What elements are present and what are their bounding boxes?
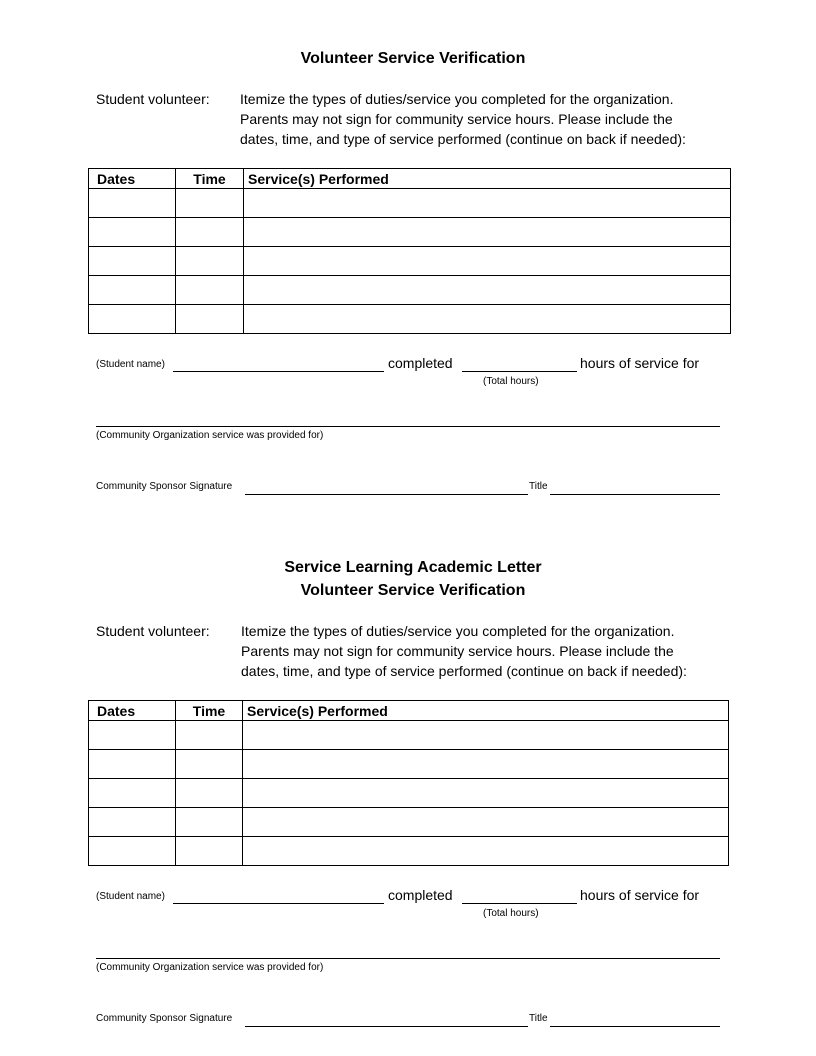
dates-cell[interactable] bbox=[89, 189, 176, 218]
student-name-field[interactable] bbox=[173, 371, 384, 372]
time-cell[interactable] bbox=[176, 305, 244, 334]
column-header-dates: Dates bbox=[89, 169, 176, 189]
time-cell[interactable] bbox=[176, 837, 243, 866]
table-row bbox=[89, 276, 731, 305]
table-row bbox=[89, 837, 729, 866]
organization-field[interactable] bbox=[96, 426, 720, 427]
total-hours-field[interactable] bbox=[462, 903, 577, 904]
organization-label: (Community Organization service was provided for) bbox=[96, 962, 324, 973]
time-cell[interactable] bbox=[176, 779, 243, 808]
form-subtitle: Service Learning Academic Letter bbox=[284, 559, 542, 576]
service-log-table bbox=[88, 168, 731, 334]
total-hours-label: (Total hours) bbox=[483, 908, 539, 919]
column-header-time: Time bbox=[176, 169, 244, 189]
services-cell[interactable] bbox=[244, 247, 731, 276]
instruction-line: dates, time, and type of service performed (continue on back if needed): bbox=[240, 131, 686, 147]
services-cell[interactable] bbox=[244, 276, 731, 305]
total-hours-field[interactable] bbox=[462, 371, 577, 372]
services-cell[interactable] bbox=[243, 779, 729, 808]
time-cell[interactable] bbox=[176, 276, 244, 305]
time-cell[interactable] bbox=[176, 721, 243, 750]
dates-cell[interactable] bbox=[89, 750, 176, 779]
table-row bbox=[89, 247, 731, 276]
dates-cell[interactable] bbox=[89, 276, 176, 305]
student-volunteer-label: Student volunteer: bbox=[96, 91, 210, 107]
form-title: Volunteer Service Verification bbox=[300, 50, 526, 67]
time-cell[interactable] bbox=[176, 750, 243, 779]
table-row bbox=[89, 189, 731, 218]
student-name-label: (Student name) bbox=[96, 359, 165, 370]
service-log-table bbox=[88, 700, 729, 866]
instruction-line: dates, time, and type of service performed (continue on back if needed): bbox=[241, 663, 687, 679]
table-row bbox=[89, 218, 731, 247]
instruction-line: Parents may not sign for community service hours. Please include the bbox=[241, 643, 674, 659]
services-cell[interactable] bbox=[244, 189, 731, 218]
form-title: Volunteer Service Verification bbox=[300, 582, 526, 599]
sponsor-title-label: Title bbox=[529, 1013, 548, 1024]
services-cell[interactable] bbox=[244, 218, 731, 247]
dates-cell[interactable] bbox=[89, 247, 176, 276]
dates-cell[interactable] bbox=[89, 779, 176, 808]
dates-cell[interactable] bbox=[89, 721, 176, 750]
instruction-line: Itemize the types of duties/service you completed for the organization. bbox=[241, 623, 675, 639]
time-cell[interactable] bbox=[176, 218, 244, 247]
sponsor-title-label: Title bbox=[529, 481, 548, 492]
column-header-dates: Dates bbox=[89, 701, 176, 721]
time-cell[interactable] bbox=[176, 189, 244, 218]
completed-text: completed bbox=[388, 355, 453, 371]
dates-cell[interactable] bbox=[89, 808, 176, 837]
sponsor-signature-label: Community Sponsor Signature bbox=[96, 1013, 233, 1024]
sponsor-signature-field[interactable] bbox=[245, 1026, 528, 1027]
organization-label: (Community Organization service was provided for) bbox=[96, 430, 324, 441]
sponsor-title-field[interactable] bbox=[550, 1026, 720, 1027]
student-name-label: (Student name) bbox=[96, 891, 165, 902]
instruction-line: Parents may not sign for community service hours. Please include the bbox=[240, 111, 673, 127]
time-cell[interactable] bbox=[176, 247, 244, 276]
services-cell[interactable] bbox=[243, 808, 729, 837]
instruction-line: Itemize the types of duties/service you completed for the organization. bbox=[240, 91, 674, 107]
instructions bbox=[241, 621, 721, 681]
table-row bbox=[89, 721, 729, 750]
services-cell[interactable] bbox=[243, 837, 729, 866]
hours-of-service-text: hours of service for bbox=[580, 355, 700, 371]
column-header-services: Service(s) Performed bbox=[243, 701, 729, 721]
instructions bbox=[240, 89, 720, 149]
table-row bbox=[89, 779, 729, 808]
sponsor-title-field[interactable] bbox=[550, 494, 720, 495]
table-row bbox=[89, 305, 731, 334]
dates-cell[interactable] bbox=[89, 305, 176, 334]
dates-cell[interactable] bbox=[89, 837, 176, 866]
organization-field[interactable] bbox=[96, 958, 720, 959]
table-header-row bbox=[89, 169, 731, 189]
student-name-field[interactable] bbox=[173, 903, 384, 904]
hours-of-service-text: hours of service for bbox=[580, 887, 700, 903]
column-header-services: Service(s) Performed bbox=[244, 169, 731, 189]
table-row bbox=[89, 750, 729, 779]
sponsor-signature-label: Community Sponsor Signature bbox=[96, 481, 233, 492]
student-volunteer-label: Student volunteer: bbox=[96, 623, 210, 639]
services-cell[interactable] bbox=[244, 305, 731, 334]
column-header-time: Time bbox=[176, 701, 243, 721]
time-cell[interactable] bbox=[176, 808, 243, 837]
services-cell[interactable] bbox=[243, 750, 729, 779]
services-cell[interactable] bbox=[243, 721, 729, 750]
table-header-row bbox=[89, 701, 729, 721]
total-hours-label: (Total hours) bbox=[483, 376, 539, 387]
dates-cell[interactable] bbox=[89, 218, 176, 247]
sponsor-signature-field[interactable] bbox=[245, 494, 528, 495]
completed-text: completed bbox=[388, 887, 453, 903]
table-row bbox=[89, 808, 729, 837]
